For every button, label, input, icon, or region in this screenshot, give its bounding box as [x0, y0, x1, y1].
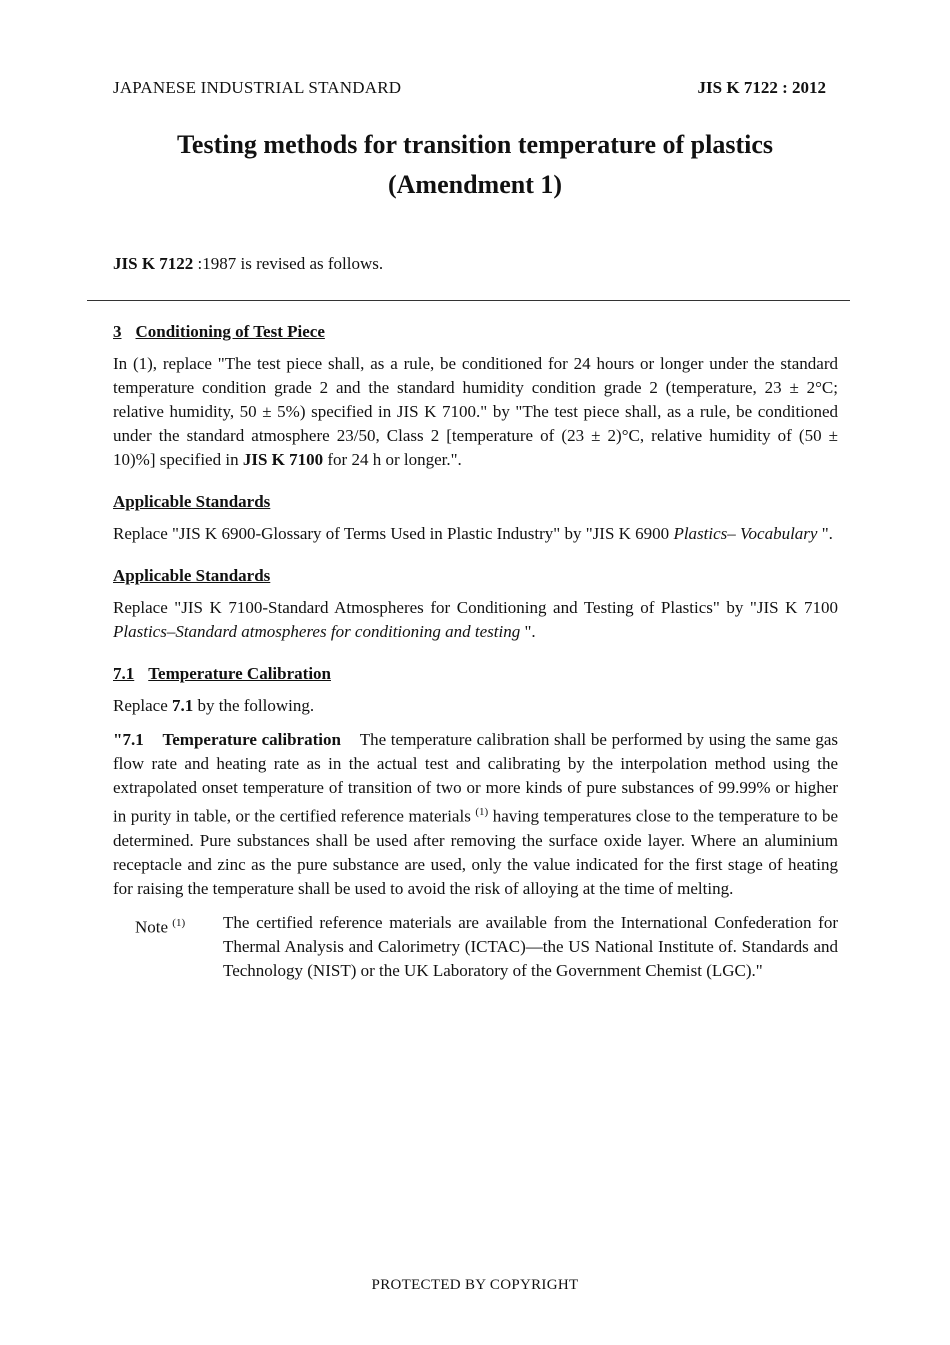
- replace-text-end: by the following.: [193, 696, 315, 715]
- body-text-end: for 24 h or longer.".: [323, 450, 462, 469]
- section-heading-applicable-2: Applicable Standards: [113, 566, 271, 585]
- section-heading-calibration: [113, 662, 838, 686]
- replace-text: Replace: [113, 696, 172, 715]
- section-title: Conditioning of Test Piece: [135, 322, 325, 341]
- section-number: 7.1: [113, 664, 135, 683]
- document-title: Testing methods for transition temperature of plastics: [176, 130, 774, 159]
- footnote-ref: (1): [475, 806, 489, 818]
- section-heading-conditioning: [113, 320, 838, 344]
- section-body-conditioning: [113, 352, 838, 472]
- note-word: Note: [135, 917, 169, 937]
- body-text-end: ".: [520, 622, 536, 641]
- body-text: Replace "JIS K 6900-Glossary of Terms Used in Plastic Industry" by "JIS K 6900: [113, 524, 674, 543]
- header-standard-label: JAPANESE INDUSTRIAL STANDARD: [113, 78, 402, 97]
- calibration-body: [113, 728, 838, 901]
- quoted-clause-number: "7.1: [113, 730, 144, 749]
- revision-text: :1987 is revised as follows.: [193, 254, 384, 273]
- body-text-end: having temperatures close to the temperature to be determined. Pure substances shall be used after removing the surface oxide layer. Where an aluminium receptacle and zinc as the pure substance are used, only the value indicated for the first stage of heating for raising the temperature shall be used to avoid the risk of alloying at the time of melting.: [113, 806, 838, 898]
- footnote-label: [113, 911, 223, 983]
- replace-clause: 7.1: [172, 696, 194, 715]
- header-standard-number: JIS K 7122 : 2012: [697, 78, 826, 97]
- section-number: 3: [113, 322, 122, 341]
- body-text: The temperature calibration shall be performed by using the same gas flow rate and heating rate as in the actual test and calibrating by the interpolation method using the extrapolated onset temperature of transition of two or more kinds of pure substances of 99.99% or higher in purity in table, or the certified reference materials: [113, 730, 839, 826]
- replace-instruction: [113, 694, 838, 718]
- section-title: Temperature Calibration: [148, 664, 331, 683]
- footnote: [113, 911, 838, 983]
- note-number: (1): [172, 916, 186, 929]
- revision-code: JIS K 7122: [113, 254, 194, 273]
- revision-statement: [113, 254, 383, 274]
- copyright-footer: PROTECTED BY COPYRIGHT: [371, 1277, 579, 1293]
- section-heading-applicable-1: Applicable Standards: [113, 492, 271, 511]
- body-italic-title: Plastics–Standard atmospheres for conditioning and testing: [113, 622, 521, 641]
- body-text: In (1), replace "The test piece shall, as a rule, be conditioned for 24 hours or longer under the standard temperature condition grade 2 and the standard humidity condition grade 2 (temperature, 23 ± 2°C; relative humidity, 50 ± 5%) specified in JIS K 7100." by "The test piece shall, as a rule, be conditioned under the standard atmosphere 23/50, Class 2 [temperature of (23 ± 2)°C, relative humidity of (50 ± 10)%] specified in: [113, 354, 838, 469]
- divider-line: [87, 300, 850, 301]
- body-text: Replace "JIS K 7100-Standard Atmospheres for Conditioning and Testing of Plastics" by "JIS K 7100: [113, 598, 838, 617]
- body-bold-ref: JIS K 7100: [242, 450, 324, 469]
- document-body: [113, 320, 838, 983]
- quoted-clause-title: Temperature calibration: [162, 730, 341, 749]
- footnote-text: The certified reference materials are available from the International Confederation for Thermal Analysis and Calorimetry (ICTAC)—the US National Institute of. Standards and Technology (NIST) or the UK Laboratory of the Government Chemist (LGC).": [223, 912, 838, 980]
- body-text-end: ".: [817, 524, 833, 543]
- section-body-applicable-2: [113, 596, 838, 644]
- section-body-applicable-1: [113, 522, 838, 546]
- document-subtitle: (Amendment 1): [387, 170, 563, 199]
- body-italic-title: Plastics– Vocabulary: [673, 524, 818, 543]
